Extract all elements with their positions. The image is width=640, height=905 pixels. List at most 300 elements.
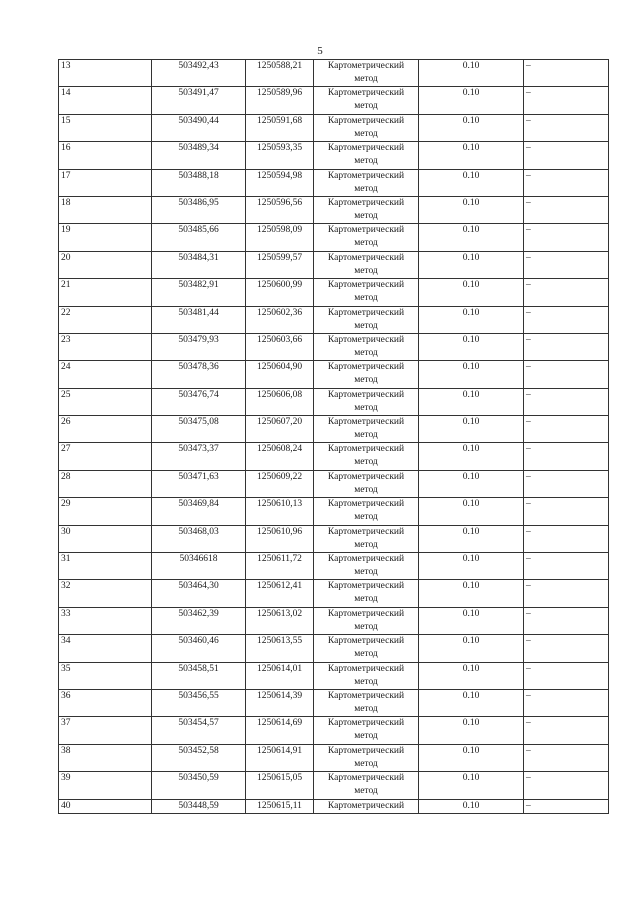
method-text: Картометрический <box>327 362 405 373</box>
table-row <box>59 279 609 306</box>
method-text: метод <box>354 293 378 304</box>
x-coordinate-cell <box>152 306 246 333</box>
note-cell <box>524 416 609 443</box>
x-coordinate-cell <box>152 169 246 196</box>
precision-cell <box>419 607 524 634</box>
point-number-text: 29 <box>61 499 71 510</box>
y-coordinate-cell <box>246 114 314 141</box>
x-coordinate-text: 503469,84 <box>178 499 219 510</box>
x-coordinate-text: 503478,36 <box>178 362 219 373</box>
method-cell <box>314 498 419 525</box>
precision-cell <box>419 635 524 662</box>
precision-text: 0.10 <box>462 800 480 811</box>
precision-text: 0.10 <box>462 197 480 208</box>
method-text: метод <box>354 238 378 249</box>
y-coordinate-cell <box>246 87 314 114</box>
method-cell <box>314 525 419 552</box>
note-text: – <box>526 88 531 99</box>
note-cell <box>524 196 609 223</box>
point-number-text: 20 <box>61 252 71 263</box>
note-cell <box>524 306 609 333</box>
y-coordinate-text: 1250607,20 <box>256 417 303 428</box>
x-coordinate-text: 503464,30 <box>178 581 219 592</box>
precision-cell <box>419 553 524 580</box>
method-text: Картометрический <box>327 417 405 428</box>
note-text: – <box>526 499 531 510</box>
precision-cell <box>419 717 524 744</box>
method-cell <box>314 60 419 87</box>
point-number-cell <box>59 744 152 771</box>
x-coordinate-text: 503460,46 <box>178 636 219 647</box>
note-cell <box>524 553 609 580</box>
precision-text: 0.10 <box>462 334 480 345</box>
x-coordinate-text: 503482,91 <box>178 280 219 291</box>
y-coordinate-text: 1250612,41 <box>256 581 303 592</box>
precision-text: 0.10 <box>462 280 480 291</box>
precision-cell <box>419 333 524 360</box>
method-text: Картометрический <box>327 197 405 208</box>
note-cell <box>524 525 609 552</box>
point-number-cell <box>59 251 152 278</box>
method-text: Картометрический <box>327 252 405 263</box>
note-text: – <box>526 143 531 154</box>
precision-cell <box>419 744 524 771</box>
y-coordinate-text: 1250589,96 <box>256 88 303 99</box>
y-coordinate-text: 1250606,08 <box>256 389 303 400</box>
method-cell <box>314 580 419 607</box>
table-row <box>59 799 609 813</box>
point-number-cell <box>59 553 152 580</box>
precision-cell <box>419 416 524 443</box>
point-number-cell <box>59 580 152 607</box>
y-coordinate-text: 1250613,55 <box>256 636 303 647</box>
note-cell <box>524 114 609 141</box>
note-text: – <box>526 745 531 756</box>
y-coordinate-text: 1250594,98 <box>256 170 303 181</box>
precision-cell <box>419 114 524 141</box>
method-text: Картометрический <box>327 745 405 756</box>
point-number-text: 37 <box>61 718 71 729</box>
table-row <box>59 607 609 634</box>
table-row <box>59 333 609 360</box>
point-number-text: 14 <box>61 88 71 99</box>
note-cell <box>524 744 609 771</box>
point-number-cell <box>59 772 152 799</box>
y-coordinate-text: 1250611,72 <box>257 554 302 565</box>
method-cell <box>314 717 419 744</box>
method-text: метод <box>354 484 378 495</box>
x-coordinate-text: 503476,74 <box>178 389 219 400</box>
precision-cell <box>419 361 524 388</box>
x-coordinate-cell <box>152 498 246 525</box>
y-coordinate-text: 1250588,21 <box>256 61 303 71</box>
precision-cell <box>419 279 524 306</box>
note-cell <box>524 443 609 470</box>
method-text: метод <box>354 74 378 84</box>
precision-cell <box>419 388 524 415</box>
y-coordinate-cell <box>246 224 314 251</box>
note-text: – <box>526 608 531 619</box>
method-text: метод <box>354 539 378 550</box>
method-text: Картометрический <box>327 143 405 154</box>
point-number-text: 23 <box>61 334 71 345</box>
x-coordinate-text: 503458,51 <box>178 663 219 674</box>
x-coordinate-text: 503479,93 <box>178 334 219 345</box>
x-coordinate-text: 50346618 <box>179 554 218 565</box>
x-coordinate-cell <box>152 580 246 607</box>
y-coordinate-text: 1250610,96 <box>256 526 303 537</box>
x-coordinate-cell <box>152 388 246 415</box>
table-row <box>59 142 609 169</box>
precision-text: 0.10 <box>462 143 480 154</box>
y-coordinate-cell <box>246 470 314 497</box>
point-number-text: 25 <box>61 389 71 400</box>
coordinates-table-body <box>59 60 609 814</box>
table-row <box>59 114 609 141</box>
precision-text: 0.10 <box>462 773 480 784</box>
y-coordinate-cell <box>246 525 314 552</box>
method-text: Картометрический <box>327 115 405 126</box>
y-coordinate-text: 1250614,01 <box>256 663 303 674</box>
method-text: Картометрический <box>327 444 405 455</box>
precision-text: 0.10 <box>462 307 480 318</box>
note-text: – <box>526 526 531 537</box>
point-number-cell <box>59 662 152 689</box>
precision-cell <box>419 60 524 87</box>
note-cell <box>524 87 609 114</box>
x-coordinate-cell <box>152 662 246 689</box>
y-coordinate-text: 1250614,69 <box>256 718 303 729</box>
y-coordinate-text: 1250598,09 <box>256 225 303 236</box>
method-cell <box>314 635 419 662</box>
precision-text: 0.10 <box>462 471 480 482</box>
method-cell <box>314 251 419 278</box>
precision-text: 0.10 <box>462 389 480 400</box>
x-coordinate-text: 503490,44 <box>178 115 219 126</box>
point-number-cell <box>59 361 152 388</box>
x-coordinate-text: 503468,03 <box>178 526 219 537</box>
table-row <box>59 306 609 333</box>
note-text: – <box>526 581 531 592</box>
y-coordinate-cell <box>246 279 314 306</box>
method-text: Картометрический <box>327 554 405 565</box>
point-number-cell <box>59 196 152 223</box>
point-number-text: 38 <box>61 745 71 756</box>
x-coordinate-text: 503454,57 <box>178 718 219 729</box>
table-row <box>59 361 609 388</box>
note-cell <box>524 361 609 388</box>
precision-text: 0.10 <box>462 225 480 236</box>
x-coordinate-text: 503475,08 <box>178 417 219 428</box>
method-text: метод <box>354 786 378 797</box>
method-cell <box>314 279 419 306</box>
table-row <box>59 525 609 552</box>
x-coordinate-text: 503492,43 <box>178 61 219 71</box>
x-coordinate-cell <box>152 361 246 388</box>
method-cell <box>314 443 419 470</box>
method-cell <box>314 142 419 169</box>
note-text: – <box>526 417 531 428</box>
precision-text: 0.10 <box>462 88 480 99</box>
point-number-cell <box>59 87 152 114</box>
method-cell <box>314 388 419 415</box>
precision-text: 0.10 <box>462 170 480 181</box>
method-cell <box>314 416 419 443</box>
method-cell <box>314 224 419 251</box>
table-row <box>59 717 609 744</box>
method-text: метод <box>354 703 378 714</box>
precision-cell <box>419 87 524 114</box>
x-coordinate-cell <box>152 470 246 497</box>
point-number-text: 17 <box>61 170 71 181</box>
y-coordinate-text: 1250614,91 <box>256 745 303 756</box>
note-cell <box>524 279 609 306</box>
method-text: Картометрический <box>327 773 405 784</box>
table-row <box>59 662 609 689</box>
y-coordinate-text: 1250609,22 <box>256 471 303 482</box>
y-coordinate-text: 1250615,11 <box>257 800 302 811</box>
y-coordinate-text: 1250614,39 <box>256 690 303 701</box>
precision-cell <box>419 525 524 552</box>
method-text: Картометрический <box>327 718 405 729</box>
method-text: метод <box>354 210 378 221</box>
precision-cell <box>419 196 524 223</box>
x-coordinate-cell <box>152 279 246 306</box>
method-text: метод <box>354 347 378 358</box>
note-text: – <box>526 444 531 455</box>
method-cell <box>314 470 419 497</box>
table-row <box>59 169 609 196</box>
point-number-text: 18 <box>61 197 71 208</box>
method-cell <box>314 333 419 360</box>
method-text: метод <box>354 512 378 523</box>
method-text: метод <box>354 649 378 660</box>
note-text: – <box>526 115 531 126</box>
x-coordinate-text: 503481,44 <box>178 307 219 318</box>
method-text: Картометрический <box>327 663 405 674</box>
table-row <box>59 443 609 470</box>
y-coordinate-cell <box>246 744 314 771</box>
precision-cell <box>419 251 524 278</box>
x-coordinate-cell <box>152 635 246 662</box>
point-number-text: 26 <box>61 417 71 428</box>
precision-text: 0.10 <box>462 252 480 263</box>
method-text: метод <box>354 265 378 276</box>
precision-text: 0.10 <box>462 526 480 537</box>
point-number-text: 35 <box>61 663 71 674</box>
method-cell <box>314 87 419 114</box>
note-cell <box>524 498 609 525</box>
point-number-text: 22 <box>61 307 71 318</box>
precision-cell <box>419 662 524 689</box>
method-text: Картометрический <box>327 61 405 71</box>
y-coordinate-cell <box>246 443 314 470</box>
y-coordinate-text: 1250591,68 <box>256 115 303 126</box>
precision-cell <box>419 498 524 525</box>
y-coordinate-cell <box>246 60 314 87</box>
precision-text: 0.10 <box>462 362 480 373</box>
table-row <box>59 388 609 415</box>
note-text: – <box>526 197 531 208</box>
y-coordinate-cell <box>246 580 314 607</box>
method-cell <box>314 196 419 223</box>
point-number-cell <box>59 388 152 415</box>
y-coordinate-cell <box>246 498 314 525</box>
x-coordinate-text: 503471,63 <box>178 471 219 482</box>
note-cell <box>524 333 609 360</box>
note-text: – <box>526 252 531 263</box>
note-text: – <box>526 225 531 236</box>
method-text: Картометрический <box>327 280 405 291</box>
y-coordinate-text: 1250602,36 <box>256 307 303 318</box>
note-text: – <box>526 307 531 318</box>
precision-text: 0.10 <box>462 115 480 126</box>
y-coordinate-cell <box>246 717 314 744</box>
point-number-text: 33 <box>61 608 71 619</box>
note-text: – <box>526 362 531 373</box>
y-coordinate-cell <box>246 196 314 223</box>
point-number-cell <box>59 224 152 251</box>
point-number-text: 27 <box>61 444 71 455</box>
note-cell <box>524 689 609 716</box>
precision-cell <box>419 306 524 333</box>
note-cell <box>524 635 609 662</box>
y-coordinate-text: 1250599,57 <box>256 252 303 263</box>
precision-text: 0.10 <box>462 718 480 729</box>
note-text: – <box>526 554 531 565</box>
x-coordinate-text: 503456,55 <box>178 690 219 701</box>
note-cell <box>524 470 609 497</box>
point-number-cell <box>59 306 152 333</box>
method-text: метод <box>354 567 378 578</box>
y-coordinate-cell <box>246 333 314 360</box>
note-text: – <box>526 170 531 181</box>
x-coordinate-cell <box>152 224 246 251</box>
y-coordinate-text: 1250593,35 <box>256 143 303 154</box>
point-number-cell <box>59 114 152 141</box>
point-number-text: 40 <box>61 800 71 811</box>
precision-cell <box>419 470 524 497</box>
method-text: метод <box>354 676 378 687</box>
point-number-text: 19 <box>61 225 71 236</box>
y-coordinate-cell <box>246 607 314 634</box>
method-text: Картометрический <box>327 499 405 510</box>
y-coordinate-cell <box>246 142 314 169</box>
point-number-text: 24 <box>61 362 71 373</box>
point-number-cell <box>59 717 152 744</box>
method-text: метод <box>354 101 378 112</box>
y-coordinate-cell <box>246 772 314 799</box>
point-number-text: 21 <box>61 280 71 291</box>
note-cell <box>524 772 609 799</box>
method-cell <box>314 306 419 333</box>
note-cell <box>524 224 609 251</box>
method-text: метод <box>354 375 378 386</box>
x-coordinate-cell <box>152 717 246 744</box>
x-coordinate-cell <box>152 799 246 813</box>
x-coordinate-text: 503473,37 <box>178 444 219 455</box>
note-text: – <box>526 61 531 71</box>
precision-text: 0.10 <box>462 608 480 619</box>
method-cell <box>314 744 419 771</box>
point-number-text: 13 <box>61 61 71 71</box>
method-text: Картометрический <box>327 170 405 181</box>
precision-text: 0.10 <box>462 499 480 510</box>
method-text: метод <box>354 156 378 167</box>
point-number-text: 31 <box>61 554 71 565</box>
point-number-cell <box>59 799 152 813</box>
method-text: Картометрический <box>327 581 405 592</box>
point-number-text: 32 <box>61 581 71 592</box>
x-coordinate-cell <box>152 60 246 87</box>
precision-cell <box>419 169 524 196</box>
note-text: – <box>526 471 531 482</box>
y-coordinate-text: 1250603,66 <box>256 334 303 345</box>
precision-text: 0.10 <box>462 61 480 71</box>
table-row <box>59 772 609 799</box>
y-coordinate-text: 1250596,56 <box>256 197 303 208</box>
note-text: – <box>526 663 531 674</box>
y-coordinate-cell <box>246 361 314 388</box>
method-cell <box>314 662 419 689</box>
table-row <box>59 196 609 223</box>
method-cell <box>314 361 419 388</box>
y-coordinate-cell <box>246 251 314 278</box>
y-coordinate-cell <box>246 306 314 333</box>
method-text: метод <box>354 594 378 605</box>
precision-text: 0.10 <box>462 690 480 701</box>
note-cell <box>524 388 609 415</box>
note-text: – <box>526 800 531 811</box>
y-coordinate-cell <box>246 416 314 443</box>
note-text: – <box>526 636 531 647</box>
y-coordinate-text: 1250608,24 <box>256 444 303 455</box>
method-text: метод <box>354 731 378 742</box>
x-coordinate-cell <box>152 772 246 799</box>
precision-cell <box>419 224 524 251</box>
y-coordinate-text: 1250615,05 <box>256 773 303 784</box>
x-coordinate-cell <box>152 142 246 169</box>
point-number-cell <box>59 169 152 196</box>
note-cell <box>524 60 609 87</box>
method-text: Картометрический <box>327 526 405 537</box>
table-row <box>59 553 609 580</box>
method-cell <box>314 114 419 141</box>
point-number-text: 15 <box>61 115 71 126</box>
y-coordinate-text: 1250600,99 <box>256 280 303 291</box>
note-cell <box>524 662 609 689</box>
x-coordinate-text: 503485,66 <box>178 225 219 236</box>
precision-cell <box>419 142 524 169</box>
method-text: метод <box>354 457 378 468</box>
table-row <box>59 498 609 525</box>
method-text: Картометрический <box>327 471 405 482</box>
precision-text: 0.10 <box>462 663 480 674</box>
method-cell <box>314 169 419 196</box>
method-text: Картометрический <box>327 225 405 236</box>
method-text: Картометрический <box>327 88 405 99</box>
point-number-text: 39 <box>61 773 71 784</box>
note-cell <box>524 607 609 634</box>
method-text: Картометрический <box>327 800 405 811</box>
x-coordinate-cell <box>152 744 246 771</box>
y-coordinate-cell <box>246 799 314 813</box>
y-coordinate-cell <box>246 388 314 415</box>
point-number-cell <box>59 607 152 634</box>
point-number-cell <box>59 498 152 525</box>
x-coordinate-cell <box>152 114 246 141</box>
method-cell <box>314 799 419 813</box>
